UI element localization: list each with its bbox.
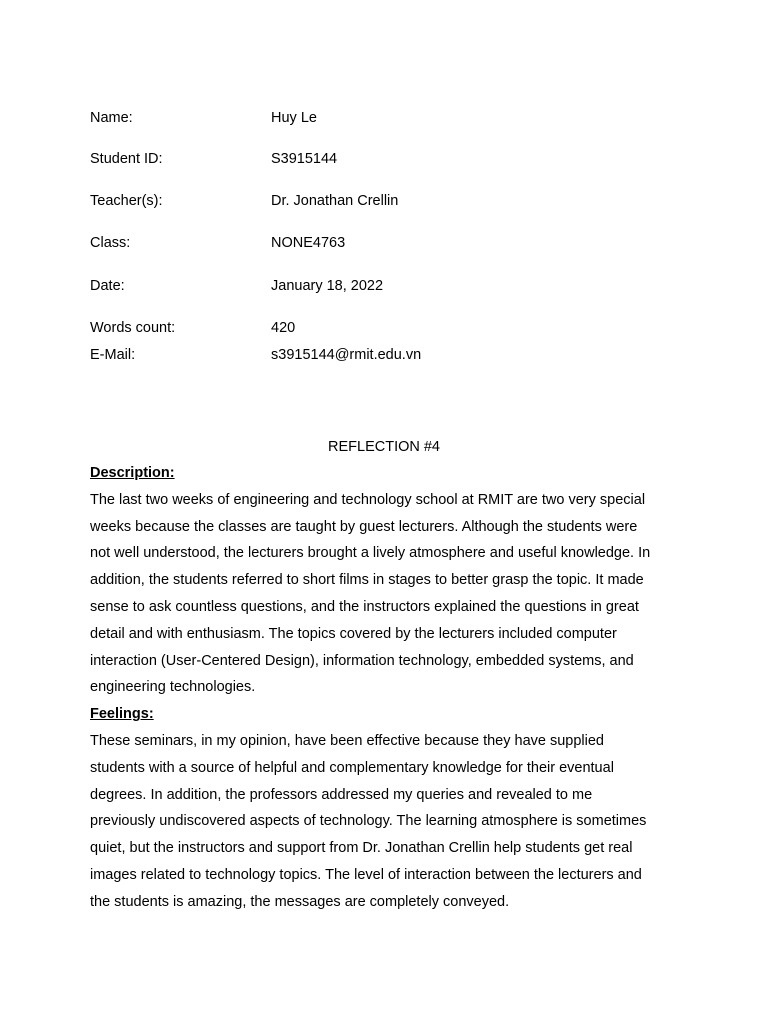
description-section	[90, 460, 690, 916]
paragraph-line: degrees. In addition, the professors addressed my queries and revealed to me	[90, 786, 593, 803]
info-label: Words count:	[90, 320, 176, 336]
paragraph-line: quiet, but the instructors and support from Dr. Jonathan Crellin help students get real	[90, 840, 633, 857]
info-value: January 18, 2022	[271, 278, 384, 294]
paragraph-line: engineering technologies.	[90, 679, 256, 696]
info-label: Name:	[90, 110, 133, 126]
paragraph-line: interaction (User-Centered Design), information technology, embedded systems, and	[90, 652, 634, 669]
feelings-paragraph	[90, 728, 690, 916]
info-label: Student ID:	[90, 151, 163, 167]
info-row-words-count	[90, 318, 690, 338]
info-row-email	[90, 345, 690, 365]
info-row-class	[90, 233, 690, 253]
paragraph-line: weeks because the classes are taught by guest lecturers. Although the students were	[90, 518, 638, 535]
info-value: Dr. Jonathan Crellin	[271, 193, 399, 209]
paragraph-line: The last two weeks of engineering and technology school at RMIT are two very special	[90, 491, 646, 508]
paragraph-line: sense to ask countless questions, and the instructors explained the questions in great	[90, 598, 639, 615]
info-label: Date:	[90, 278, 125, 294]
info-row-date	[90, 276, 690, 296]
paragraph-line: These seminars, in my opinion, have been effective because they have supplied	[90, 732, 604, 749]
paragraph-line: previously undiscovered aspects of technology. The learning atmosphere is sometimes	[90, 813, 647, 830]
info-label: Class:	[90, 235, 131, 251]
info-label: E-Mail:	[90, 347, 136, 363]
info-value: NONE4763	[271, 235, 346, 251]
paragraph-line: detail and with enthusiasm. The topics covered by the lecturers included computer	[90, 625, 617, 642]
paragraph-line: images related to technology topics. The level of interaction between the lecturers and	[90, 866, 642, 883]
description-paragraph	[90, 487, 690, 701]
info-label: Teacher(s):	[90, 193, 163, 209]
info-row-teacher	[90, 191, 690, 211]
paragraph-line: the students is amazing, the messages are completely conveyed.	[90, 893, 510, 910]
info-value: S3915144	[271, 151, 338, 167]
paragraph-line: students with a source of helpful and complementary knowledge for their eventual	[90, 759, 614, 776]
paragraph-line: not well understood, the lecturers brought a lively atmosphere and useful knowledge. In	[90, 545, 651, 562]
info-value: Huy Le	[271, 110, 317, 126]
info-row-student-id	[90, 149, 690, 169]
paragraph-line: addition, the students referred to short films in stages to better grasp the topic. It made	[90, 572, 644, 589]
description-heading: Description:	[90, 465, 175, 481]
info-row-name	[90, 108, 690, 128]
document-title: REFLECTION #4	[328, 439, 440, 455]
info-value: s3915144@rmit.edu.vn	[271, 347, 422, 363]
feelings-heading: Feelings:	[90, 706, 154, 723]
info-value: 420	[271, 320, 296, 336]
